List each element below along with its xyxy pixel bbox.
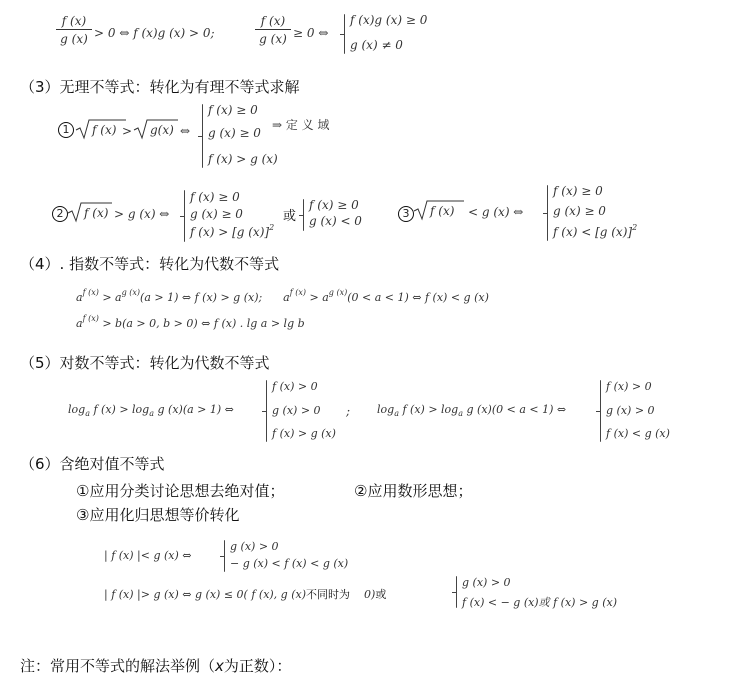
system-line: f (x) ≥ 0 [309,198,359,212]
system-line: g (x) ≥ 0 [553,204,606,218]
system-line: g (x) ≠ 0 [350,38,403,52]
not-simultaneously-text: 不同时为 [306,588,351,601]
log-word: log [377,403,395,416]
exponential-line-1 [76,288,489,304]
item-number-3 [398,202,414,222]
note-line [20,655,291,676]
item-number-2 [52,202,68,222]
fraction-f-over-g-2 [255,14,291,46]
system-brace [456,576,457,608]
radicand: f (x) [92,123,117,137]
condition-text: > b(a > 0, b > 0) ⇔ f (x) . lg a > lg b [102,317,305,330]
log-text: g (x)(a > 1) ⇔ [157,403,234,416]
rhs: < g (x) ⇔ [468,205,524,219]
section-heading-4: （4）. 指数不等式：转化为代数不等式 [20,255,280,273]
section-heading-6: （6）含绝对值不等式 [20,455,165,473]
exponential-line-2 [76,314,305,330]
fraction-numerator: f (x) [255,14,291,30]
log-text: g (x)(0 < a < 1) ⇔ [466,403,567,416]
system-line: f (x) < g (x) [606,427,670,440]
equiv-arrow: ⇔ [180,124,191,138]
log-text: f (x) > log [93,403,150,416]
system-line [190,225,274,239]
base: a [115,291,122,304]
log-base: a [458,409,463,418]
system-line: f (x) < − g (x)或 f (x) > g (x) [462,596,617,609]
or-word: 或 [375,588,387,601]
log-text: f (x) > log [402,403,459,416]
gt-sign: > [102,291,112,304]
fraction-denominator: g (x) [60,32,88,46]
note-variable: x [215,657,224,675]
base: a [283,291,290,304]
system-line: g (x) < 0 [309,214,362,228]
tip-2: ②应用数形思想； [354,482,473,500]
system-brace [266,380,267,442]
system-brace [547,185,548,241]
system-line: f (x) > g (x) [272,427,336,440]
system-text: f (x) < [g (x)] [553,225,633,239]
log-inequality-2 [377,403,566,416]
system-brace [184,190,185,242]
tip-3: ③应用化归思想等价转化 [76,506,240,524]
exponent: f (x) [289,288,306,297]
fraction-numerator: f (x) [56,14,92,30]
base: a [76,317,83,330]
log-word: log [68,403,86,416]
system-line [553,225,637,239]
log-base: a [85,409,90,418]
section-heading-5: （5）对数不等式：转化为代数不等式 [20,354,270,372]
base: a [322,291,329,304]
system-line: g (x) > 0 [606,404,655,417]
exponent: f (x) [82,288,99,297]
gt-sign: > [309,291,319,304]
or-word: 或 [283,209,297,224]
top-relation-2: ≥ 0 ⇔ [293,26,329,40]
domain-note: ⇒ 定 义 域 [272,118,330,132]
radicand: f (x) [84,206,109,220]
radicand: g(x) [150,123,174,137]
system-line: f (x) ≥ 0 [553,184,603,198]
log-base: a [149,409,154,418]
circled-number: 3 [398,206,414,222]
system-brace [600,380,601,442]
top-relation-1: > 0 ⇔ f (x)g (x) > 0; [94,26,215,40]
condition-text: (0 < a < 1) ⇔ f (x) < g (x) [347,291,489,304]
log-inequality-1 [68,403,234,416]
abs-gt-lhs: | f (x) |> g (x) ⇔ g (x) ≤ 0( f (x), g (x) [104,588,307,601]
system-line: g (x) > 0 [462,576,511,589]
sqrt-g [134,118,178,140]
log-base: a [394,409,399,418]
circled-number: 1 [58,122,74,138]
rhs: > g (x) ⇔ [114,207,170,221]
system-brace [303,199,304,231]
system-line: g (x) ≥ 0 [208,126,261,140]
exponent: f (x) [82,314,99,323]
note-prefix: 注：常用不等式的解法举例（ [20,657,216,675]
circled-number: 2 [52,206,68,222]
sqrt-f [414,199,464,221]
gt-sign: > [122,124,133,138]
semicolon: ; [346,404,351,418]
system-line: g (x) > 0 [230,540,279,553]
exponent: g (x) [328,288,348,297]
abs-lt-lhs: | f (x) |< g (x) ⇔ [104,549,192,562]
system-brace [224,540,225,572]
system-line: f (x) > g (x) [208,152,278,166]
sqrt-f [76,118,126,140]
exponent: 2 [632,223,638,232]
exponent: 2 [269,223,275,232]
fraction-denominator: g (x) [259,32,287,46]
sqrt-f [68,201,112,223]
system-brace [202,104,203,168]
condition-text: (a > 1) ⇔ f (x) > g (x); [140,291,263,304]
system-text: f (x) > [g (x)] [190,225,270,239]
fraction-f-over-g-1 [56,14,92,46]
system-line: f (x) ≥ 0 [190,190,240,204]
section-heading-3: （3）无理不等式：转化为有理不等式求解 [20,78,300,96]
zero-text: 0) [364,588,376,601]
base: a [76,291,83,304]
system-line: f (x) ≥ 0 [208,103,258,117]
system-line: − g (x) < f (x) < g (x) [230,557,349,570]
system-line: f (x) > 0 [606,380,652,393]
radicand: f (x) [430,204,455,218]
exponent: g (x) [121,288,141,297]
system-line: g (x) ≥ 0 [190,207,243,221]
system-brace [344,14,345,54]
abs-gt-line [104,586,386,602]
tip-1: ①应用分类讨论思想去绝对值； [76,482,285,500]
item-number-1 [58,118,74,138]
system-line: f (x) > 0 [272,380,318,393]
system-line: g (x) > 0 [272,404,321,417]
note-suffix: 为正数）： [223,657,292,675]
system-line: f (x)g (x) ≥ 0 [350,13,428,27]
